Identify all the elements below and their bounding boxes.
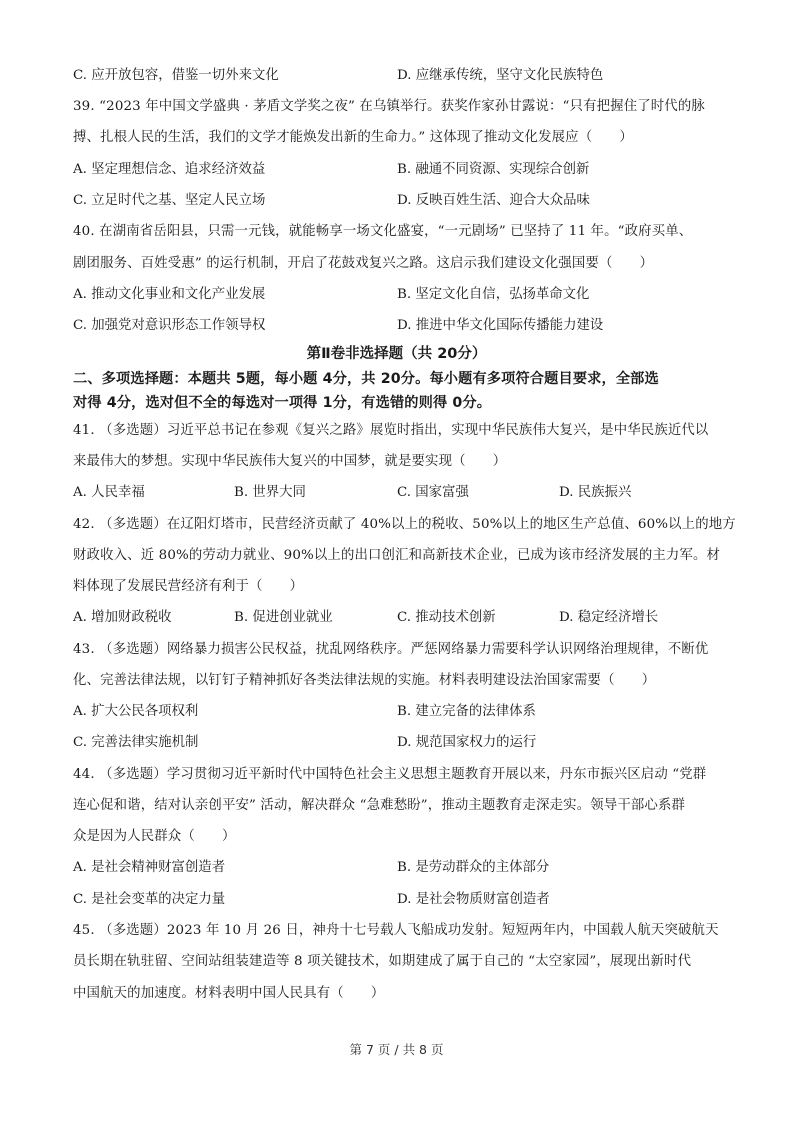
q45-stem-line-2: 员长期在轨驻留、空间站组装建造等 8 项关键技术，如期建成了属于自己的 “太空家园”，展现出新时代 (73, 954, 692, 969)
q39-stem-line-2: 搏、扎根人民的生活，我们的文学才能焕发出新的生命力。” 这体现了推动文化发展应（ ） (73, 130, 633, 145)
q39-option-a: A. 坚定理想信念、追求经济效益 (73, 162, 266, 177)
q42-stem-line-1: 42. （多选题）在辽阳灯塔市，民营经济贡献了 40%以上的税收、50%以上的地区生产总值、60%以上的地方 (73, 517, 736, 532)
page-number: 第 7 页 / 共 8 页 (349, 1042, 444, 1057)
q38-option-c: C. 应开放包容，借鉴一切外来文化 (73, 68, 279, 83)
q43-option-d: D. 规范国家权力的运行 (397, 735, 537, 750)
q41-stem-line-1: 41. （多选题）习近平总书记在参观《复兴之路》展览时指出，实现中华民族伟大复兴，是中华民族近代以 (73, 423, 709, 438)
section-2-instructions-line-2: 对得 4分，选对但不全的每选对一项得 1分，有选错的则得 0分。 (73, 395, 492, 411)
q44-option-d: D. 是社会物质财富创造者 (397, 892, 550, 907)
q39-stem-line-1: 39. “2023 年中国文学盛典 · 茅盾文学奖之夜” 在乌镇举行。获奖作家孙甘露说：“只有把握住了时代的脉 (73, 99, 705, 114)
q38-option-d: D. 应继承传统，坚守文化民族特色 (397, 68, 604, 83)
q41-stem-line-2: 来最伟大的梦想。实现中华民族伟大复兴的中国梦，就是要实现（ ） (73, 454, 507, 469)
q45-stem-line-3: 中国航天的加速度。材料表明中国人民具有（ ） (73, 986, 385, 1001)
section-2-instructions-line-1: 二、多项选择题：本题共 5题，每小题 4分，共 20分。每小题有多项符合题目要求，全部选 (73, 371, 659, 387)
q44-option-c: C. 是社会变革的决定力量 (73, 892, 226, 907)
q39-option-b: B. 融通不同资源、实现综合创新 (397, 162, 590, 177)
q42-option-c: C. 推动技术创新 (397, 610, 496, 625)
q43-option-b: B. 建立完备的法律体系 (397, 704, 536, 719)
q41-option-d: D. 民族振兴 (559, 485, 632, 500)
q42-stem-line-2: 财政收入、近 80%的劳动力就业、90%以上的出口创汇和高新技术企业，已成为该市经济发展的主力军。材 (73, 548, 721, 563)
q40-option-d: D. 推进中华文化国际传播能力建设 (397, 318, 604, 333)
q40-option-c: C. 加强党对意识形态工作领导权 (73, 318, 266, 333)
q44-stem-line-2: 连心促和谐，结对认亲创平安” 活动，解决群众 “急难愁盼”，推动主题教育走深走实。领导干部心系群 (73, 798, 686, 813)
q42-stem-line-3: 料体现了发展民营经济有利于（ ） (73, 579, 304, 594)
q43-stem-line-1: 43. （多选题）网络暴力损害公民权益，扰乱网络秩序。严惩网络暴力需要科学认识网络治理规律，不断优 (73, 642, 709, 657)
q42-option-b: B. 促进创业就业 (234, 610, 333, 625)
section-2-title: 第Ⅱ卷非选择题（共 20分） (306, 346, 487, 362)
q43-option-a: A. 扩大公民各项权利 (73, 704, 199, 719)
q43-option-c: C. 完善法律实施机制 (73, 735, 199, 750)
q40-option-b: B. 坚定文化自信，弘扬革命文化 (397, 287, 590, 302)
q43-stem-line-2: 化、完善法律法规，以钉钉子精神抓好各类法律法规的实施。材料表明建设法治国家需要（ ） (73, 673, 656, 688)
q44-option-a: A. 是社会精神财富创造者 (73, 860, 226, 875)
q40-stem-line-2: 剧团服务、百姓受惠” 的运行机制，开启了花鼓戏复兴之路。这启示我们建设文化强国要（ ） (73, 256, 654, 271)
q44-stem-line-1: 44. （多选题）学习贯彻习近平新时代中国特色社会主义思想主题教育开展以来，丹东市振兴区启动 “党群 (73, 767, 707, 782)
q39-option-d: D. 反映百姓生活、迎合大众品味 (397, 193, 590, 208)
q44-stem-line-3: 众是因为人民群众（ ） (73, 829, 236, 844)
q42-option-a: A. 增加财政税收 (73, 610, 172, 625)
q40-stem-line-1: 40. 在湖南省岳阳县，只需一元钱，就能畅享一场文化盛宴，“一元剧场” 已坚持了 11 年。“政府买单、 (73, 224, 693, 239)
q41-option-c: C. 国家富强 (397, 485, 469, 500)
q40-option-a: A. 推动文化事业和文化产业发展 (73, 287, 266, 302)
q41-option-b: B. 世界大同 (234, 485, 306, 500)
q45-stem-line-1: 45. （多选题）2023 年 10 月 26 日，神舟十七号载人飞船成功发射。短短两年内，中国载人航天突破航天 (73, 923, 719, 938)
q41-option-a: A. 人民幸福 (73, 485, 145, 500)
q44-option-b: B. 是劳动群众的主体部分 (397, 860, 550, 875)
q42-option-d: D. 稳定经济增长 (559, 610, 659, 625)
q39-option-c: C. 立足时代之基、坚定人民立场 (73, 193, 266, 208)
